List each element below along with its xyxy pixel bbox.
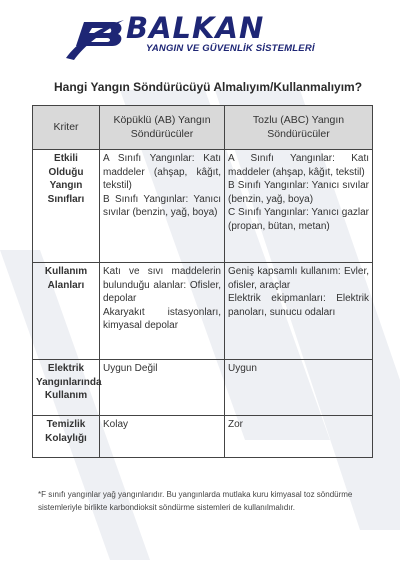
row-label: Etkili Olduğu Yangın Sınıfları (33, 150, 100, 263)
cell-line: B Sınıfı Yangınlar: Yanıcı sıvılar (benzin, yağ, boya) (103, 193, 221, 218)
row-label: Elektrik Yangınlarında Kullanım (33, 360, 100, 416)
cell-line: Katı ve sıvı maddelerin bulunduğu alanlar: Ofisler, depolar (103, 266, 221, 304)
cell-foam (100, 150, 225, 263)
company-logo (62, 11, 342, 62)
cell-powder (225, 263, 373, 360)
cell-line: C Sınıfı Yangınlar: Yanıcı gazlar (propan, bütan, metan) (228, 207, 370, 232)
footnote: *F sınıfı yangınlar yağ yangınlarıdır. Bu yangınlarda mutlaka kuru kimyasal toz söndürme sistemleriyle birlikte karbondioksit söndürme sistemleri de kullanılmalıdır. (38, 490, 353, 512)
cell-line: Geniş kapsamlı kullanım: Evler, ofisler, araçlar (228, 266, 369, 291)
comparison-table (32, 105, 373, 458)
page-title: Hangi Yangın Söndürücüyü Almalıyım/Kullanmalıyım? (54, 80, 363, 94)
logo-emblem-icon (62, 14, 132, 62)
cell-line: B Sınıfı Yangınlar: Yanıcı sıvılar (benzin, yağ, boya) (228, 180, 369, 205)
cell-foam: Uygun Değil (100, 360, 225, 416)
header-foam-extinguishers: Köpüklü (AB) Yangın Söndürücüler (100, 106, 225, 150)
header-powder-extinguishers: Tozlu (ABC) Yangın Söndürücüler (225, 106, 373, 150)
table-row (33, 360, 373, 416)
row-label: Temizlik Kolaylığı (33, 416, 100, 458)
table-row (33, 263, 373, 360)
cell-line: A Sınıfı Yangınlar: Katı maddeler (ahşap, kâğıt, tekstil) (228, 153, 369, 178)
row-label: Kullanım Alanları (33, 263, 100, 360)
brand-name: BALKAN (126, 11, 265, 45)
table-row (33, 150, 373, 263)
cell-line: Akaryakıt istasyonları, kimyasal depolar (103, 306, 221, 331)
cell-foam (100, 263, 225, 360)
cell-powder (225, 150, 373, 263)
header-criterion: Kriter (33, 106, 100, 150)
cell-powder: Uygun (225, 360, 373, 416)
table-header-row (33, 106, 373, 150)
cell-line: Elektrik ekipmanları: Elektrik panoları, sunucu odaları (228, 293, 369, 318)
cell-foam: Kolay (100, 416, 225, 458)
cell-powder: Zor (225, 416, 373, 458)
brand-tagline: YANGIN VE GÜVENLİK SİSTEMLERİ (146, 43, 315, 54)
table-row (33, 416, 373, 458)
cell-line: A Sınıfı Yangınlar: Katı maddeler (ahşap, kâğıt, tekstil) (103, 153, 221, 191)
